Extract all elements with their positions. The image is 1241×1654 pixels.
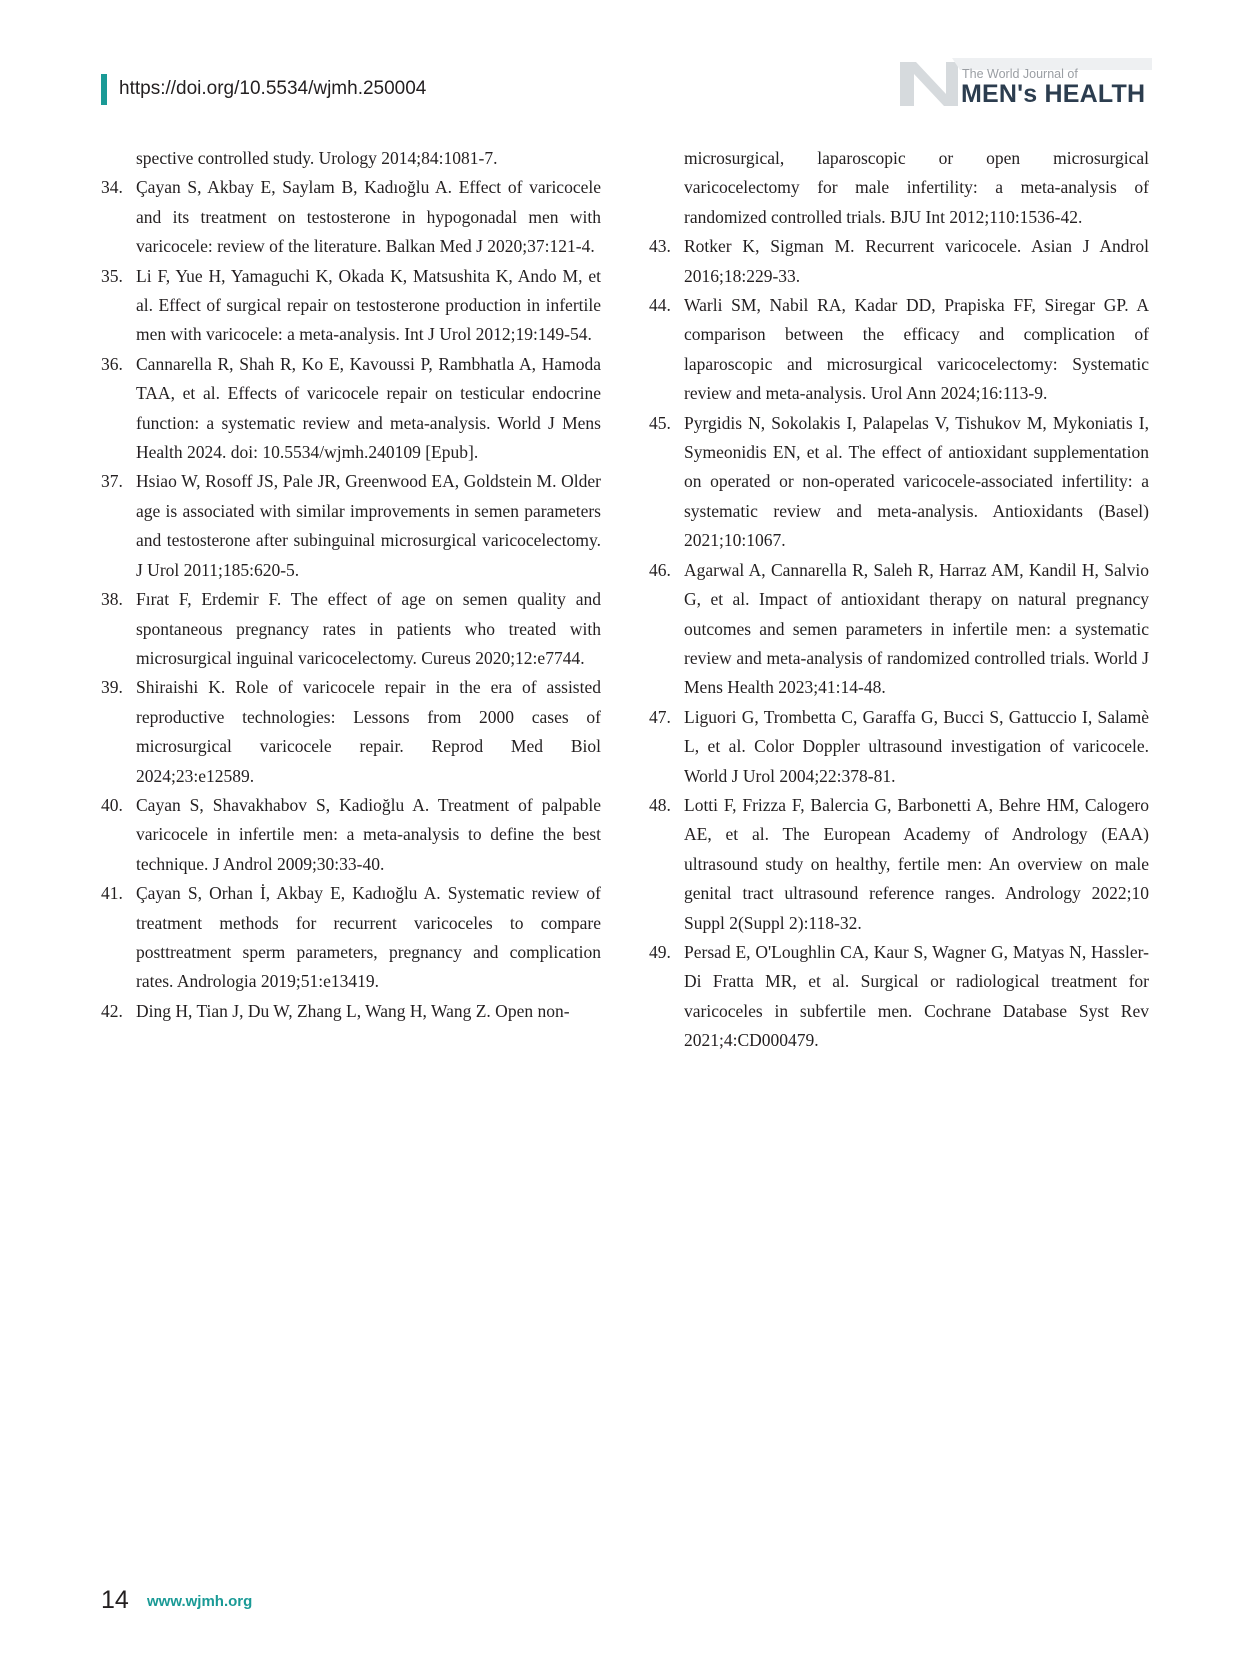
reference-item — [649, 409, 1149, 556]
reference-text: Pyrgidis N, Sokolakis I, Palapelas V, Tishukov M, Mykoniatis I, Symeonidis EN, et al. The effect of antioxidant supplementation on operated or non-operated varicocele-associated infertility: a systematic review and meta-analysis. Antioxidants (Basel) 2021;10:1067. — [684, 412, 1149, 551]
reference-text: microsurgical, laparoscopic or open microsurgical varicocelectomy for male infertility: a meta-analysis of randomized controlled trials. BJU Int 2012;110:1536-42. — [684, 148, 1149, 227]
reference-text: Agarwal A, Cannarella R, Saleh R, Harraz AM, Kandil H, Salvio G, et al. Impact of antioxidant therapy on natural pregnancy outcomes and semen parameters in infertile men: a systematic review and meta-analysis of randomized controlled trials. World J Mens Health 2023;41:14-48. — [684, 559, 1149, 698]
reference-number: 40. — [101, 794, 123, 815]
journal-website-link[interactable]: www.wjmh.org — [147, 1593, 253, 1610]
reference-item — [101, 585, 601, 673]
reference-number: 47. — [649, 706, 671, 727]
reference-text: Shiraishi K. Role of varicocele repair in the era of assisted reproductive technologies: Lessons from 2000 cases of microsurgical varicocele repair. Reprod Med Biol 2024;23:e12589. — [136, 677, 601, 786]
reference-text: Lotti F, Frizza F, Balercia G, Barbonetti A, Behre HM, Calogero AE, et al. The European Academy of Andrology (EAA) ultrasound study on healthy, fertile men: An overview on male genital tract ultrasound reference ranges. Andrology 2022;10 Suppl 2(Suppl 2):118-32. — [684, 794, 1149, 933]
reference-text: Çayan S, Orhan İ, Akbay E, Kadıoğlu A. Systematic review of treatment methods for recurrent varicoceles to compare posttreatment sperm parameters, pregnancy and complication rates. Andrologia 2019;51:e13419. — [136, 883, 601, 992]
reference-item — [101, 879, 601, 997]
reference-item — [101, 673, 601, 791]
reference-item — [649, 291, 1149, 409]
reference-item — [101, 144, 601, 173]
reference-text: Cayan S, Shavakhabov S, Kadioğlu A. Treatment of palpable varicocele in infertile men: a meta-analysis to define the best technique. J Androl 2009;30:33-40. — [136, 794, 601, 874]
reference-item — [649, 703, 1149, 791]
reference-item — [649, 791, 1149, 938]
doi-link[interactable]: https://doi.org/10.5534/wjmh.250004 — [119, 78, 427, 99]
reference-item — [101, 467, 601, 585]
reference-item — [101, 350, 601, 468]
reference-number: 42. — [101, 1000, 123, 1021]
reference-item — [101, 791, 601, 879]
reference-number: 45. — [649, 412, 671, 433]
reference-text: Çayan S, Akbay E, Saylam B, Kadıoğlu A. Effect of varicocele and its treatment on testosterone in hypogonadal men with varicocele: review of the literature. Balkan Med J 2020;37:121-4. — [136, 177, 601, 257]
reference-number: 34. — [101, 177, 123, 198]
reference-number: 44. — [649, 295, 671, 316]
header-accent-bar — [101, 74, 107, 105]
reference-text: Warli SM, Nabil RA, Kadar DD, Prapiska FF, Siregar GP. A comparison between the efficacy and complication of laparoscopic and microsurgical varicocelectomy: Systematic review and meta-analysis. Urol Ann 2024;16:113-9. — [684, 295, 1149, 404]
journal-logo — [900, 58, 1152, 112]
reference-number: 41. — [101, 883, 123, 904]
reference-column-right — [649, 144, 1149, 1056]
reference-number: 43. — [649, 236, 671, 257]
reference-item — [101, 173, 601, 261]
reference-item — [649, 144, 1149, 232]
reference-item — [649, 556, 1149, 703]
reference-text: Cannarella R, Shah R, Ko E, Kavoussi P, Rambhatla A, Hamoda TAA, et al. Effects of varicocele repair on testicular endocrine function: a systematic review and meta-analysis. World J Mens Health 2024. doi: 10.5534/wjmh.240109 [Epub]. — [136, 353, 601, 463]
reference-number: 36. — [101, 353, 123, 374]
reference-item — [649, 232, 1149, 291]
reference-number: 49. — [649, 941, 671, 962]
journal-logo-title: MEN's HEALTH — [961, 80, 1146, 108]
reference-item — [101, 997, 601, 1026]
reference-column-left — [101, 144, 601, 1026]
reference-text: Fırat F, Erdemir F. The effect of age on semen quality and spontaneous pregnancy rates in patients who treated with microsurgical inguinal varicocelectomy. Cureus 2020;12:e7744. — [136, 589, 601, 668]
reference-text: Liguori G, Trombetta C, Garaffa G, Bucci S, Gattuccio I, Salamè L, et al. Color Doppler ultrasound investigation of varicocele. World J Urol 2004;22:378-81. — [684, 706, 1149, 786]
reference-number: 35. — [101, 265, 123, 286]
reference-text: Li F, Yue H, Yamaguchi K, Okada K, Matsushita K, Ando M, et al. Effect of surgical repair on testosterone production in infertile men with varicocele: a meta-analysis. Int J Urol 2012;19:149-54. — [136, 265, 601, 345]
reference-number: 46. — [649, 559, 671, 580]
reference-item — [101, 262, 601, 350]
reference-number: 39. — [101, 677, 123, 698]
reference-item — [649, 938, 1149, 1056]
journal-logo-subtitle: The World Journal of — [962, 67, 1078, 81]
reference-text: Ding H, Tian J, Du W, Zhang L, Wang H, Wang Z. Open non- — [136, 1000, 570, 1021]
reference-text: spective controlled study. Urology 2014;84:1081-7. — [136, 148, 498, 168]
reference-number: 38. — [101, 589, 123, 610]
reference-text: Hsiao W, Rosoff JS, Pale JR, Greenwood EA, Goldstein M. Older age is associated with similar improvements in semen parameters and testosterone after subinguinal microsurgical varicocelectomy. J Urol 2011;185:620-5. — [136, 471, 601, 580]
reference-text: Rotker K, Sigman M. Recurrent varicocele. Asian J Androl 2016;18:229-33. — [684, 236, 1149, 286]
page-number: 14 — [101, 1586, 129, 1614]
reference-text: Persad E, O'Loughlin CA, Kaur S, Wagner G, Matyas N, Hassler-Di Fratta MR, et al. Surgical or radiological treatment for varicoceles in subfertile men. Cochrane Database Syst Rev 2021;4:CD000479. — [684, 941, 1149, 1051]
reference-number: 37. — [101, 471, 123, 492]
reference-number: 48. — [649, 794, 671, 815]
